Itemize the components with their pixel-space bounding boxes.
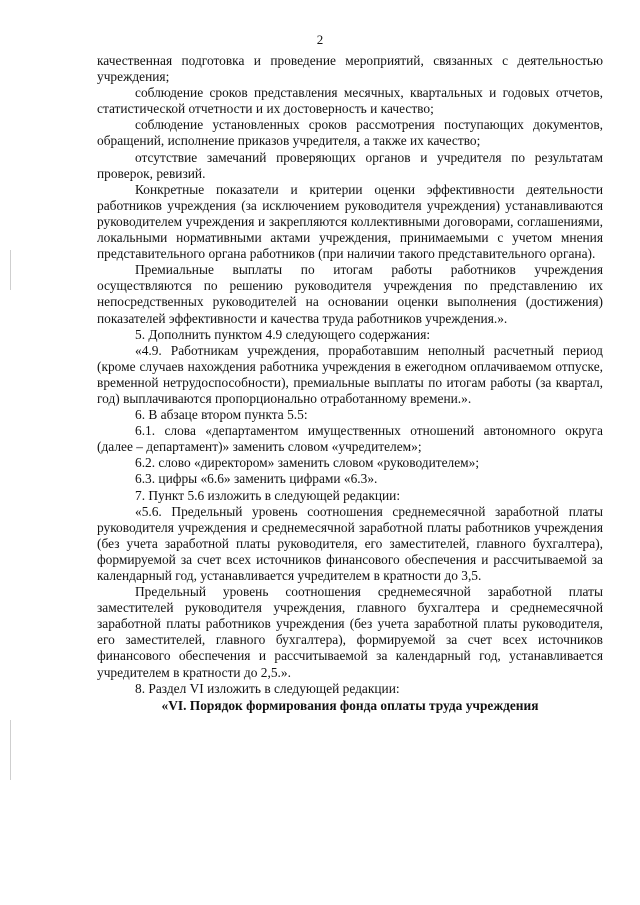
paragraph: 6.1. слова «департаментом имущественных отношений автономного округа (далее – департамент)» заменить словом «учредителем»; — [97, 423, 603, 455]
paragraph: соблюдение сроков представления месячных, квартальных и годовых отчетов, статистической отчетности и их достоверность и качество; — [97, 85, 603, 117]
section-heading: «VI. Порядок формирования фонда оплаты труда учреждения — [161, 697, 539, 713]
document-body — [97, 53, 603, 714]
paragraph: Предельный уровень соотношения среднемесячной заработной платы заместителей руководителя учреждения, главного бухгалтера и среднемесячной заработной платы работников учреждения (без учета заработной платы руководителя, его заместителей, главного бухгалтера), формируемой за счет всех источников финансового обеспечения и рассчитываемой за календарный год, устанавливается учредителем в кратности до 2,5.». — [97, 584, 603, 680]
paragraph: Премиальные выплаты по итогам работы работников учреждения осуществляются по решению руководителя учреждения по представлению их непосредственных руководителей на основании оценки выполнения (достижения) показателей эффективности и качества труда работников учреждения.». — [97, 262, 603, 326]
paragraph: 5. Дополнить пунктом 4.9 следующего содержания: — [135, 326, 431, 342]
scan-margin-mark — [10, 720, 11, 780]
page-number: 2 — [316, 32, 324, 47]
paragraph: «4.9. Работникам учреждения, проработавшим неполный расчетный период (кроме случаев нахождения работника учреждения в ежегодном оплачиваемом отпуске, временной нетрудоспособности), премиальные выплаты по итогам работы (за квартал, год) выплачиваются пропорционально отработанному времени.». — [97, 342, 603, 406]
paragraph: Конкретные показатели и критерии оценки эффективности деятельности работников учреждения (за исключением руководителя учреждения) устанавливаются руководителем учреждения и закрепляются коллективными договорами, соглашениями, локальными нормативными актами учреждения, принимаемыми с учетом мнения представительного органа работников (при наличии такого представительного органа). — [97, 181, 603, 262]
paragraph: 6. В абзаце втором пункта 5.5: — [135, 407, 308, 423]
paragraph: соблюдение установленных сроков рассмотрения поступающих документов, обращений, исполнение приказов учредителя, а также их качество; — [97, 117, 603, 149]
paragraph: 6.2. слово «директором» заменить словом «руководителем»; — [135, 455, 480, 471]
paragraph: отсутствие замечаний проверяющих органов и учредителя по результатам проверок, ревизий. — [97, 149, 603, 181]
paragraph: 7. Пункт 5.6 изложить в следующей редакции: — [135, 487, 401, 503]
paragraph: качественная подготовка и проведение мероприятий, связанных с деятельностью учреждения; — [97, 53, 603, 85]
scan-margin-mark — [10, 250, 11, 290]
paragraph: 8. Раздел VI изложить в следующей редакции: — [135, 680, 400, 696]
paragraph: «5.6. Предельный уровень соотношения среднемесячной заработной платы руководителя учреждения и среднемесячной заработной платы работников учреждения (без учета заработной платы руководителя, его заместителей, главного бухгалтера), формируемой за счет всех источников финансового обеспечения и рассчитываемой за календарный год, устанавливается учредителем в кратности до 3,5. — [97, 503, 603, 583]
paragraph: 6.3. цифры «6.6» заменить цифрами «6.3». — [135, 471, 378, 487]
